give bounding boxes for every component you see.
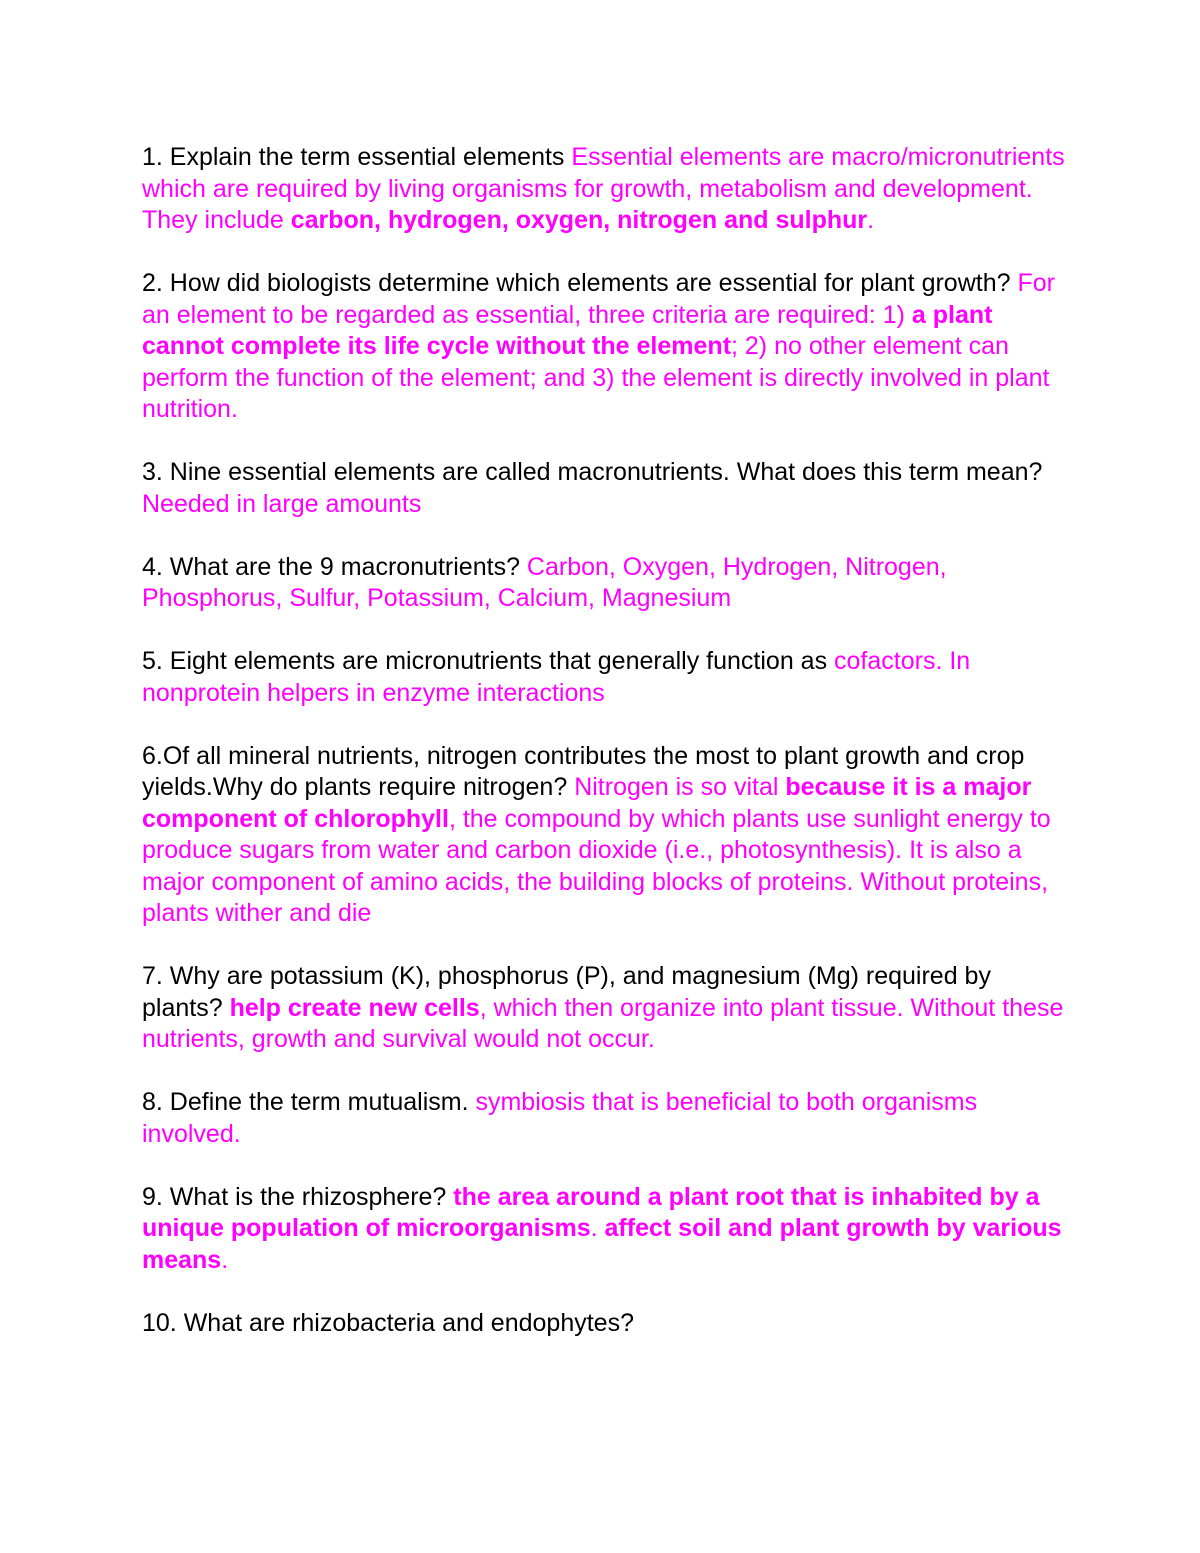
- answer-segment: , the compound by which plants use sunlight energy to produce sugars from water and carbon dioxide (i.e., photosynthesis). It is also a major component of amino acids, the building blocks of proteins. Without proteins, plants wither and die: [142, 804, 1051, 927]
- answer-segment: Needed in large amounts: [142, 489, 422, 518]
- question-item-9: [142, 1182, 1072, 1277]
- answer-segment: cofactors. In nonprotein helpers in enzyme interactions: [142, 647, 971, 707]
- answer-bold-segment: affect soil and plant growth by various means: [142, 1214, 1062, 1274]
- question-item-7: [142, 961, 1072, 1056]
- answer-bold-segment: the area around a plant root that is inhabited by a unique population of microorganisms: [142, 1182, 1040, 1242]
- question-text: 6.Of all mineral nutrients, nitrogen contributes the most to plant growth and crop yields.Why do plants require nitrogen?: [142, 741, 1025, 801]
- answer-bold-segment: help create new cells: [229, 993, 480, 1022]
- answer-bold-segment: carbon, hydrogen, oxygen, nitrogen and sulphur: [290, 206, 868, 234]
- question-text: 4. What are the 9 macronutrients?: [142, 552, 527, 581]
- answer-segment: Essential elements are macro/micronutrients which are required by living organisms for growth, metabolism and development. They include: [142, 143, 1065, 234]
- question-item-1: [142, 142, 1072, 237]
- answer-segment: , which then organize into plant tissue. Without these nutrients, growth and survival would not occur.: [142, 993, 1064, 1053]
- question-item-2: [142, 268, 1072, 426]
- question-item-10: [142, 1308, 1072, 1340]
- answer-text: [142, 994, 1063, 1054]
- question-item-3: [142, 457, 1072, 520]
- question-item-8: [142, 1087, 1072, 1150]
- answer-segment: symbiosis that is beneficial to both organisms involved.: [142, 1088, 978, 1148]
- question-text: 1. Explain the term essential elements: [142, 143, 572, 171]
- answer-segment: .: [590, 1214, 605, 1242]
- question-text: 7. Why are potassium (K), phosphorus (P), and magnesium (Mg) required by plants?: [142, 962, 991, 1022]
- question-text: 2. How did biologists determine which elements are essential for plant growth?: [142, 269, 1018, 297]
- answer-segment: Nitrogen is so vital: [574, 773, 786, 801]
- question-text: 9. What is the rhizosphere?: [142, 1182, 454, 1211]
- answer-bold-segment: because it is a major component of chlorophyll: [142, 773, 1032, 833]
- answer-segment: .: [867, 206, 875, 234]
- document-page: [142, 142, 1072, 1371]
- answer-segment: Carbon, Oxygen, Hydrogen, Nitrogen, Phosphorus, Sulfur, Potassium, Calcium, Magnesium: [142, 552, 947, 612]
- answer-text: [142, 490, 421, 518]
- question-item-4: [142, 552, 1072, 615]
- question-text: 3. Nine essential elements are called macronutrients. What does this term mean?: [142, 458, 1043, 486]
- question-item-5: [142, 646, 1072, 709]
- question-text: 8. Define the term mutualism.: [142, 1088, 476, 1116]
- answer-bold-segment: a plant cannot complete its life cycle without the element: [142, 300, 993, 360]
- question-text: 10. What are rhizobacteria and endophytes?: [142, 1308, 634, 1337]
- answer-segment: ; 2) no other element can perform the function of the element; and 3) the element is directly involved in plant nutrition.: [142, 332, 1050, 423]
- answer-segment: For an element to be regarded as essential, three criteria are required: 1): [142, 269, 1055, 329]
- question-item-6: [142, 741, 1072, 930]
- answer-segment: .: [221, 1245, 229, 1274]
- question-text: 5. Eight elements are micronutrients that generally function as: [142, 647, 835, 675]
